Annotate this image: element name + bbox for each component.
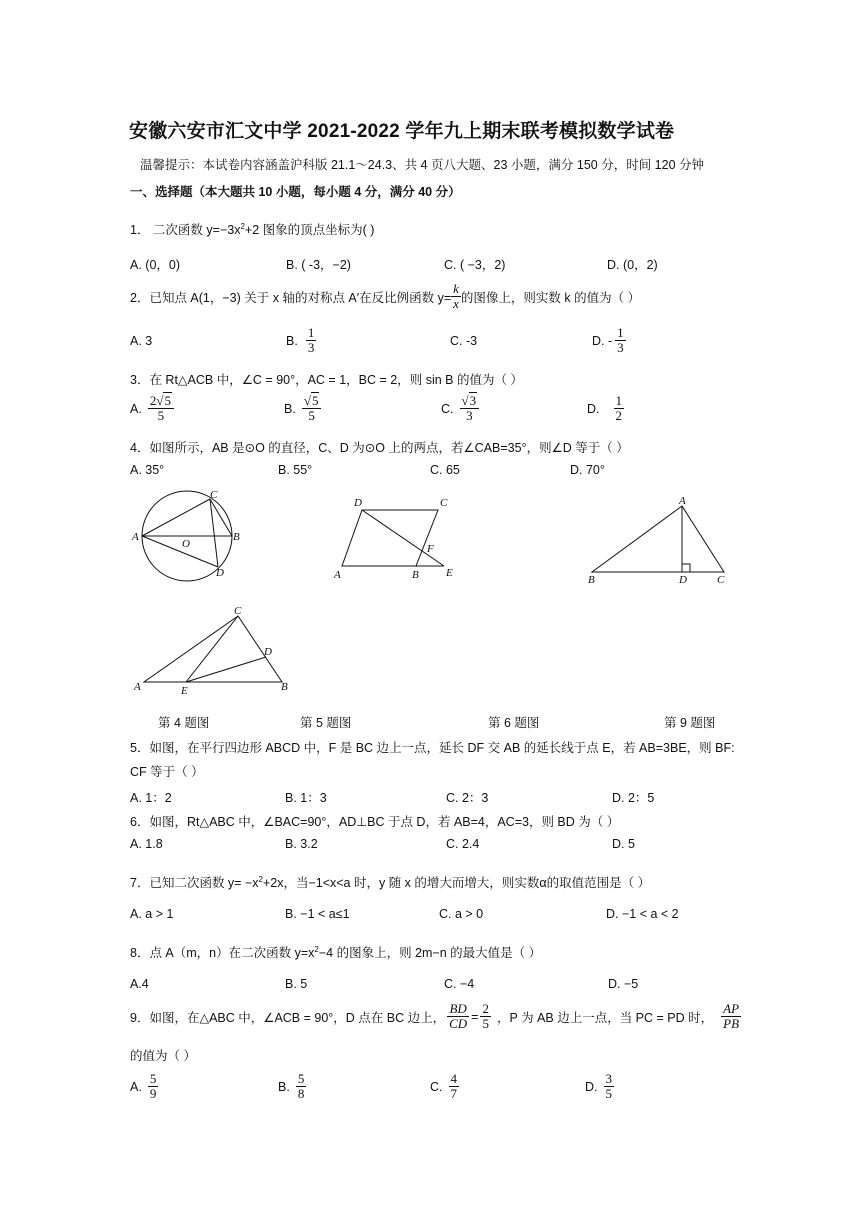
question-5-line-2: CF 等于（ ） [130,765,204,779]
q1-option-c: C. ( −3，2) [444,258,506,272]
exponent: 2 [314,944,319,954]
fig9-label-d: D [264,646,272,658]
q3-option-a: A. $\frac{2√5}{5}$ [130,394,174,423]
q5-option-a: A. 1：2 [130,791,172,805]
question-1-text: 1． 二次函数 y=−3x [130,223,241,237]
q6-option-a: A. 1.8 [130,837,163,851]
q4-option-d: D. 70° [570,463,605,477]
question-5-line-1: 5．如图，在平行四边形 ABCD 中，F 是 BC 边上一点，延长 DF 交 AB 的延长线于点 E，若 AB=3BE，则 BF: [130,741,735,755]
figure-9-triangle-diagram [130,602,296,698]
fig6-label-a: A [679,495,686,507]
fraction: $\frac{1}{3}$ [617,325,624,355]
q7-option-c: C. a > 0 [439,907,484,921]
q4-option-b: B. 55° [278,463,313,477]
question-8: 8．点 A（m，n）在二次函数 $y=x^2-4$ 的图象上，则 2m−n 的最大值是（ ） [130,944,542,960]
fig4-label-d: D [216,567,224,579]
q7-option-d: D. −1 < a < 2 [606,907,679,921]
question-2-text-end: 的图像上，则实数 k 的值为（ ） [460,290,641,305]
q5-option-c: C. 2：3 [446,791,489,805]
fig9-label-a: A [134,681,141,693]
fig4-label-a: A [132,531,139,543]
fraction: $\frac{3}{5}$ [605,1071,612,1101]
caption-figure-6: 第 6 题图 [488,716,540,730]
q6-option-b: B. 3.2 [285,837,318,851]
fig4-label-c: C [210,490,218,501]
fig5-label-d: D [354,497,362,509]
fraction: $\frac{5}{8}$ [297,1071,305,1101]
question-9-line-2: 的值为（ ） [130,1049,196,1063]
q1-option-a: A. (0，0) [130,258,181,272]
q8-option-d: D. −5 [608,977,639,991]
q1-option-b: B. ( -3，−2) [286,258,351,272]
section-heading: 一、选择题（本大题共 10 小题，每小题 4 分，满分 40 分） [130,185,461,199]
fraction-sqrt: $\frac{2√5}{5}$ [148,394,174,423]
figure-4-circle-diagram [128,490,246,582]
q2-option-a: A. 3 [130,334,153,348]
q9-option-d: D. $\frac{3}{5}$ [585,1071,612,1101]
figure-6-triangle-diagram [586,494,736,586]
fraction: $\frac{5}{9}$ [149,1071,157,1101]
figure-5-parallelogram-diagram [330,494,460,584]
fig5-label-c: C [440,497,448,509]
fraction-sqrt: $\frac{√3}{3}$ [460,394,480,423]
fraction-sqrt: $\frac{√5}{5}$ [302,394,322,423]
fig6-label-d: D [679,574,687,586]
q8-option-a: A.4 [130,977,149,991]
fig9-label-e: E [181,685,188,697]
fig9-label-c: C [234,605,242,617]
q8-option-c: C. −4 [444,977,475,991]
caption-figure-9: 第 9 题图 [664,716,716,730]
q3-option-b: B. $\frac{√5}{5}$ [284,394,321,423]
q9-option-a: A. $\frac{5}{9}$ [130,1071,157,1101]
fraction-k-over-x: $\frac{k}{x}$ [453,281,459,311]
q3-option-c: C. $\frac{√3}{3}$ [441,394,479,423]
fraction: $\frac{4}{7}$ [450,1071,457,1101]
q7-option-a: A. a > 1 [130,907,174,921]
question-1 [130,220,374,238]
q6-option-d: D. 5 [612,837,635,851]
q2-option-d: D. - $\frac{1}{3}$ [592,325,624,355]
fig5-label-f: F [427,543,434,555]
q2-option-c: C. -3 [450,334,478,348]
q4-option-a: A. 35° [130,463,165,477]
question-7: 7．已知二次函数 $y= -x^2+2x$，当−1<x<a 时，y 随 x 的增大而增大，则实数α的取值范围是（ ） [130,874,651,890]
question-1-text-end: +2 图象的顶点坐标为( ) [244,223,375,237]
fraction-ap-pb: $\frac{AP}{PB}$ [723,1001,740,1031]
fig5-label-e: E [446,567,453,579]
exponent: 2 [240,221,245,231]
question-9: 9．如图，在△ABC 中，∠ACB = 90°，D 点在 BC 边上， $\frac{BD}{CD}$ = $\frac{2}{5}$ ，P 为 AB 边上一点，当 PC = PD 时， $\frac{AP}{PB}$ [130,1001,740,1031]
fig9-label-b: B [281,681,288,693]
exam-tip: 温馨提示：本试卷内容涵盖沪科版 21.1～24.3、共 4 页八大题、23 小题，满分 150 分，时间 120 分钟 [140,158,705,172]
fraction: $\frac{1}{2}$ [615,393,622,423]
fraction: $\frac{1}{3}$ [307,325,315,355]
q9-option-b: B. $\frac{5}{8}$ [278,1071,305,1101]
fig4-label-o: O [182,538,190,550]
q7-option-b: B. −1 < a≤1 [285,907,350,921]
q1-option-d: D. (0，2) [607,258,658,272]
page-title: 安徽六安市汇文中学 2021-2022 学年九上期末联考模拟数学试卷 [129,121,675,142]
fraction-2-5: $\frac{2}{5}$ [482,1001,489,1031]
q5-option-b: B. 1：3 [285,791,327,805]
fig5-label-b: B [412,569,419,581]
question-3: 3．在 Rt△ACB 中，∠C = 90°，AC = 1，BC = 2，则 sin B 的值为（ ） [130,373,523,387]
exponent: 2 [258,874,263,884]
q2-option-b: B. $\frac{1}{3}$ [286,325,315,355]
q3-option-d: D. $\frac{1}{2}$ [587,393,622,423]
fig4-label-b: B [233,531,240,543]
q5-option-d: D. 2：5 [612,791,655,805]
fig5-label-a: A [334,569,341,581]
question-2-text: 2．已知点 A(1，−3) 关于 x 轴的对称点 A′在反比例函数 y= [130,290,452,305]
q8-option-b: B. 5 [285,977,308,991]
fig6-label-b: B [588,574,595,586]
question-6: 6．如图，Rt△ABC 中，∠BAC=90°，AD⊥BC 于点 D，若 AB=4，AC=3，则 BD 为（ ） [130,815,620,829]
caption-figure-4: 第 4 题图 [158,716,210,730]
question-4: 4．如图所示，AB 是⊙O 的直径，C、D 为⊙O 上的两点，若∠CAB=35°，则∠D 等于（ ） [130,441,629,455]
q4-option-c: C. 65 [430,463,460,477]
fig6-label-c: C [717,574,725,586]
caption-figure-5: 第 5 题图 [300,716,352,730]
q9-option-c: C. $\frac{4}{7}$ [430,1071,457,1101]
fraction-bd-cd: $\frac{BD}{CD}$ [449,1001,468,1031]
question-2 [130,282,640,311]
q6-option-c: C. 2.4 [446,837,480,851]
